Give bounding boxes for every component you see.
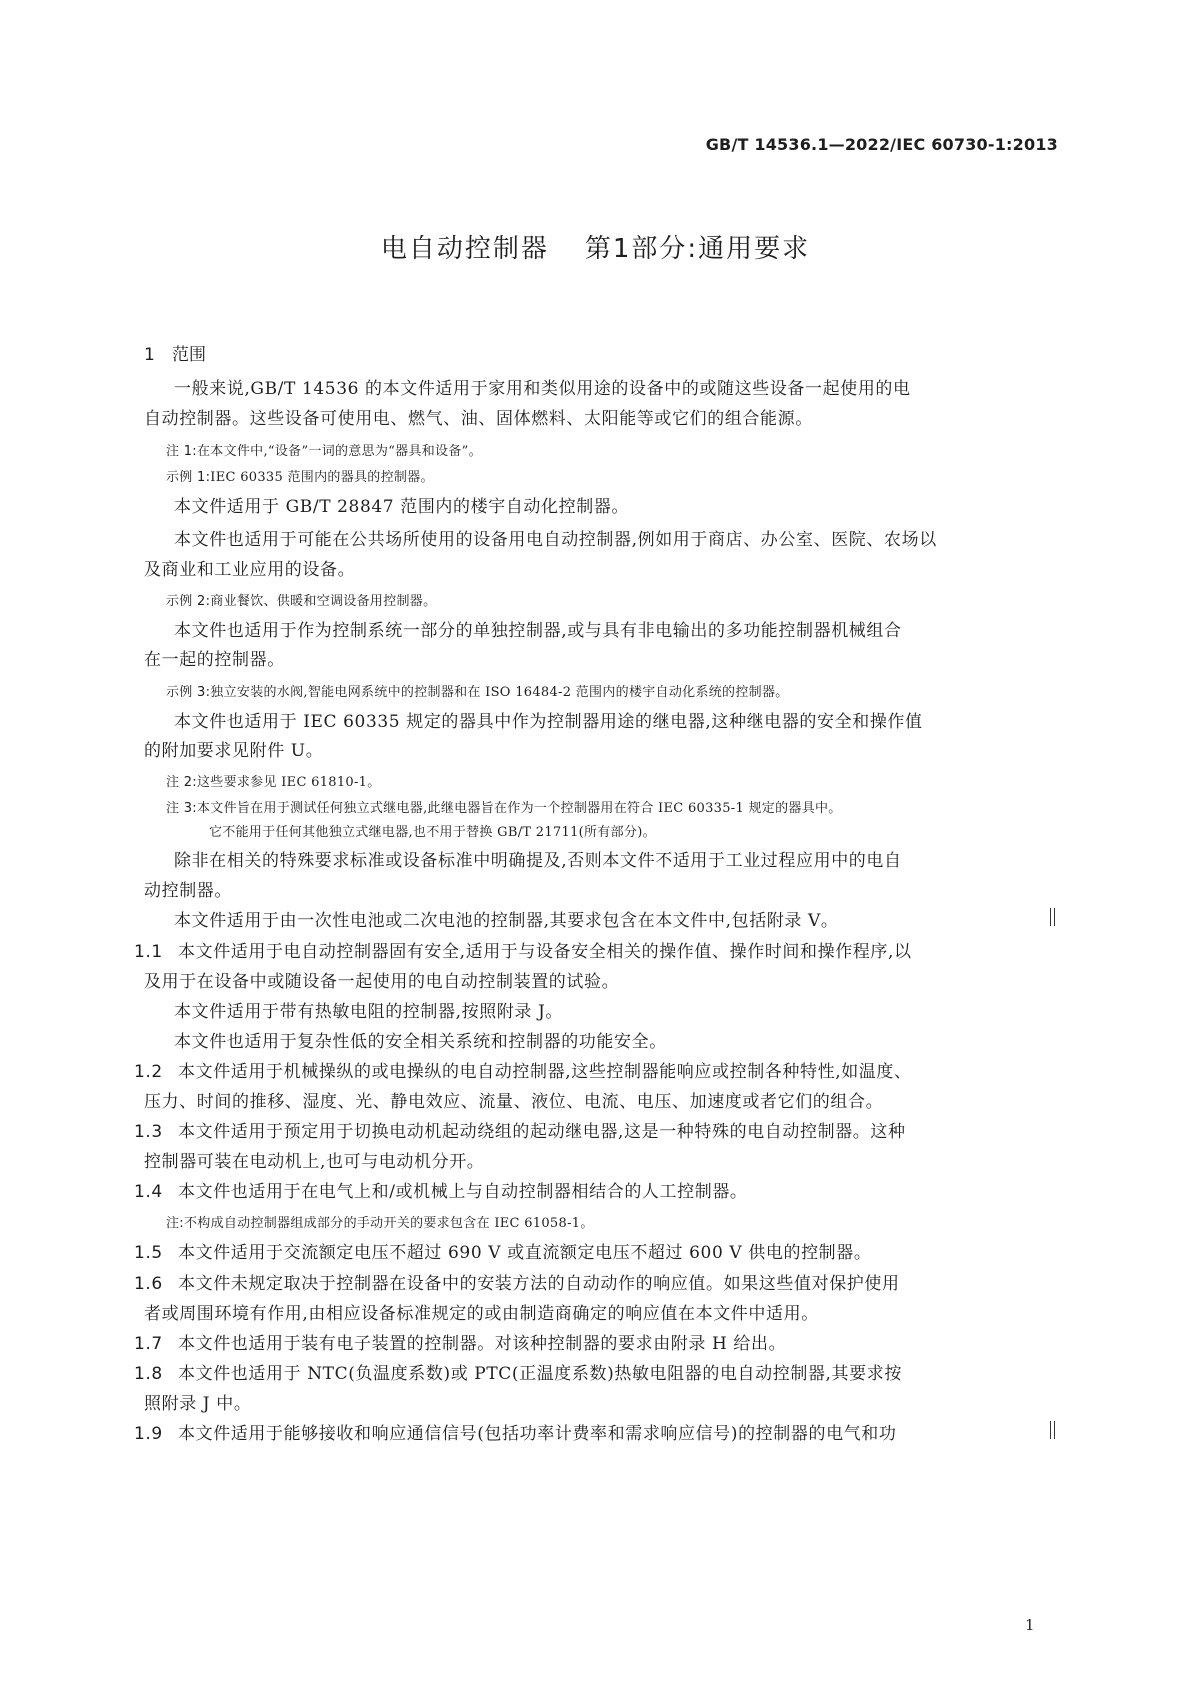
example-3 (166, 681, 789, 700)
example-1 (166, 466, 434, 485)
clause-1-6 (134, 1269, 900, 1294)
paragraph-line: 照附录 J 中。 (144, 1394, 252, 1414)
example-label: 示例 3: (166, 685, 211, 700)
clause-text: 本文件适用于预定用于切换电动机起动绕组的起动继电器,这是一种特殊的电自动控制器。这种 (178, 1122, 906, 1142)
clause-text: 本文件未规定取决于控制器在设备中的安装方法的自动动作的响应值。如果这些值对保护使用 (178, 1274, 900, 1294)
example-text: IEC 60335 范围内的器具的控制器。 (210, 470, 434, 485)
clause-1-1 (134, 937, 912, 962)
paragraph-line: 的附加要求见附件 U。 (144, 741, 324, 761)
paragraph-line: 控制器可装在电动机上,也可与电动机分开。 (144, 1152, 485, 1172)
paragraph-line: 本文件适用于 GB/T 28847 范围内的楼宇自动化控制器。 (174, 497, 630, 517)
clause-text: 本文件适用于机械操纵的或电操纵的电自动控制器,这些控制器能响应或控制各种特性,如温度、 (178, 1062, 912, 1082)
clause-number: 1.6 (134, 1274, 163, 1294)
paragraph-line: 在一起的控制器。 (144, 650, 285, 670)
clause-number: 1.5 (134, 1243, 163, 1263)
clause-number: 1.9 (134, 1424, 163, 1444)
section-number: 1 (144, 345, 155, 365)
note-1 (166, 440, 482, 459)
clause-text: 本文件也适用于装有电子装置的控制器。对该种控制器的要求由附录 H 给出。 (178, 1334, 787, 1354)
note-label: 注 2: (166, 775, 197, 790)
page-number: 1 (1025, 1616, 1035, 1634)
note-3 (166, 797, 842, 816)
paragraph-line: 本文件适用于由一次性电池或二次电池的控制器,其要求包含在本文件中,包括附录 V。 (174, 911, 839, 931)
note-label: 注 1: (166, 444, 197, 459)
title-main: 电自动控制器 (380, 234, 549, 264)
section-heading (144, 340, 206, 365)
clause-text: 本文件适用于电自动控制器固有安全,适用于与设备安全相关的操作值、操作时间和操作程序,以 (178, 942, 912, 962)
revision-mark (1050, 908, 1055, 926)
example-label: 示例 1: (166, 470, 211, 485)
paragraph-line: 动控制器。 (144, 881, 232, 901)
clause-number: 1.3 (134, 1122, 163, 1142)
document-title (0, 228, 1191, 265)
clause-number: 1.1 (134, 942, 163, 962)
clause-1-5 (134, 1238, 871, 1263)
title-part: 第1部分:通用要求 (584, 234, 811, 264)
note-3-continued: 它不能用于任何其他独立式继电器,也不用于替换 GB/T 21711(所有部分)。 (209, 825, 656, 840)
clause-number: 1.8 (134, 1364, 163, 1384)
paragraph-line: 一般来说,GB/T 14536 的本文件适用于家用和类似用途的设备中的或随这些设备一起使用的电 (174, 379, 911, 399)
clause-1-4 (134, 1177, 748, 1202)
note-2 (166, 771, 381, 790)
clause-1-3 (134, 1117, 906, 1142)
example-text: 商业餐饮、供暖和空调设备用控制器。 (210, 594, 437, 609)
note-text: 这些要求参见 IEC 61810-1。 (196, 775, 381, 790)
example-2 (166, 590, 436, 609)
document-code-header: GB/T 14536.1—2022/IEC 60730-1:2013 (705, 135, 1058, 154)
paragraph-line: 本文件也适用于 IEC 60335 规定的器具中作为控制器用途的继电器,这种继电器的安全和操作值 (174, 712, 923, 732)
clause-1-9 (134, 1419, 896, 1444)
clause-1-2 (134, 1057, 912, 1082)
example-label: 示例 2: (166, 594, 211, 609)
paragraph-line: 自动控制器。这些设备可使用电、燃气、油、固体燃料、太阳能等或它们的组合能源。 (144, 409, 813, 429)
paragraph-line: 及用于在设备中或随设备一起使用的电自动控制装置的试验。 (144, 972, 620, 992)
note-text: 不构成自动控制器组成部分的手动开关的要求包含在 IEC 61058-1。 (183, 1216, 594, 1231)
clause-text: 本文件适用于交流额定电压不超过 690 V 或直流额定电压不超过 600 V 供电的控制器。 (178, 1243, 872, 1263)
paragraph-line: 及商业和工业应用的设备。 (144, 560, 356, 580)
clause-text: 本文件适用于能够接收和响应通信信号(包括功率计费率和需求响应信号)的控制器的电气和功 (178, 1424, 897, 1444)
paragraph-line: 者或周围环境有作用,由相应设备标准规定的或由制造商确定的响应值在本文件中适用。 (144, 1304, 819, 1324)
paragraph-line: 本文件适用于带有热敏电阻的控制器,按照附录 J。 (174, 1002, 564, 1022)
clause-1-7 (134, 1329, 786, 1354)
note-label: 注: (166, 1216, 184, 1231)
note-label: 注 3: (166, 801, 197, 816)
paragraph-line: 本文件也适用于作为控制系统一部分的单独控制器,或与具有非电输出的多功能控制器机械组合 (174, 621, 902, 641)
note-text: 在本文件中,“设备”一词的意思为“器具和设备”。 (196, 444, 482, 459)
clause-number: 1.2 (134, 1062, 163, 1082)
paragraph-line: 压力、时间的推移、湿度、光、静电效应、流量、液位、电流、电压、加速度或者它们的组合。 (144, 1092, 884, 1112)
note-4 (166, 1212, 594, 1231)
paragraph-line: 除非在相关的特殊要求标准或设备标准中明确提及,否则本文件不适用于工业过程应用中的电自 (174, 851, 902, 871)
clause-number: 1.7 (134, 1334, 163, 1354)
clause-text: 本文件也适用于 NTC(负温度系数)或 PTC(正温度系数)热敏电阻器的电自动控制器,其要求按 (178, 1364, 902, 1384)
example-text: 独立安装的水阀,智能电网系统中的控制器和在 ISO 16484-2 范围内的楼宇自动化系统的控制器。 (210, 685, 789, 700)
section-title: 范围 (172, 345, 206, 365)
revision-mark (1050, 1421, 1055, 1439)
clause-text: 本文件也适用于在电气上和/或机械上与自动控制器相结合的人工控制器。 (178, 1182, 748, 1202)
clause-1-8 (134, 1359, 902, 1384)
paragraph-line: 本文件也适用于复杂性低的安全相关系统和控制器的功能安全。 (174, 1032, 667, 1052)
paragraph-line: 本文件也适用于可能在公共场所使用的设备用电自动控制器,例如用于商店、办公室、医院、农场以 (174, 530, 937, 550)
note-text: 本文件旨在用于测试任何独立式继电器,此继电器旨在作为一个控制器用在符合 IEC 60335-1 规定的器具中。 (196, 801, 842, 816)
clause-number: 1.4 (134, 1182, 163, 1202)
